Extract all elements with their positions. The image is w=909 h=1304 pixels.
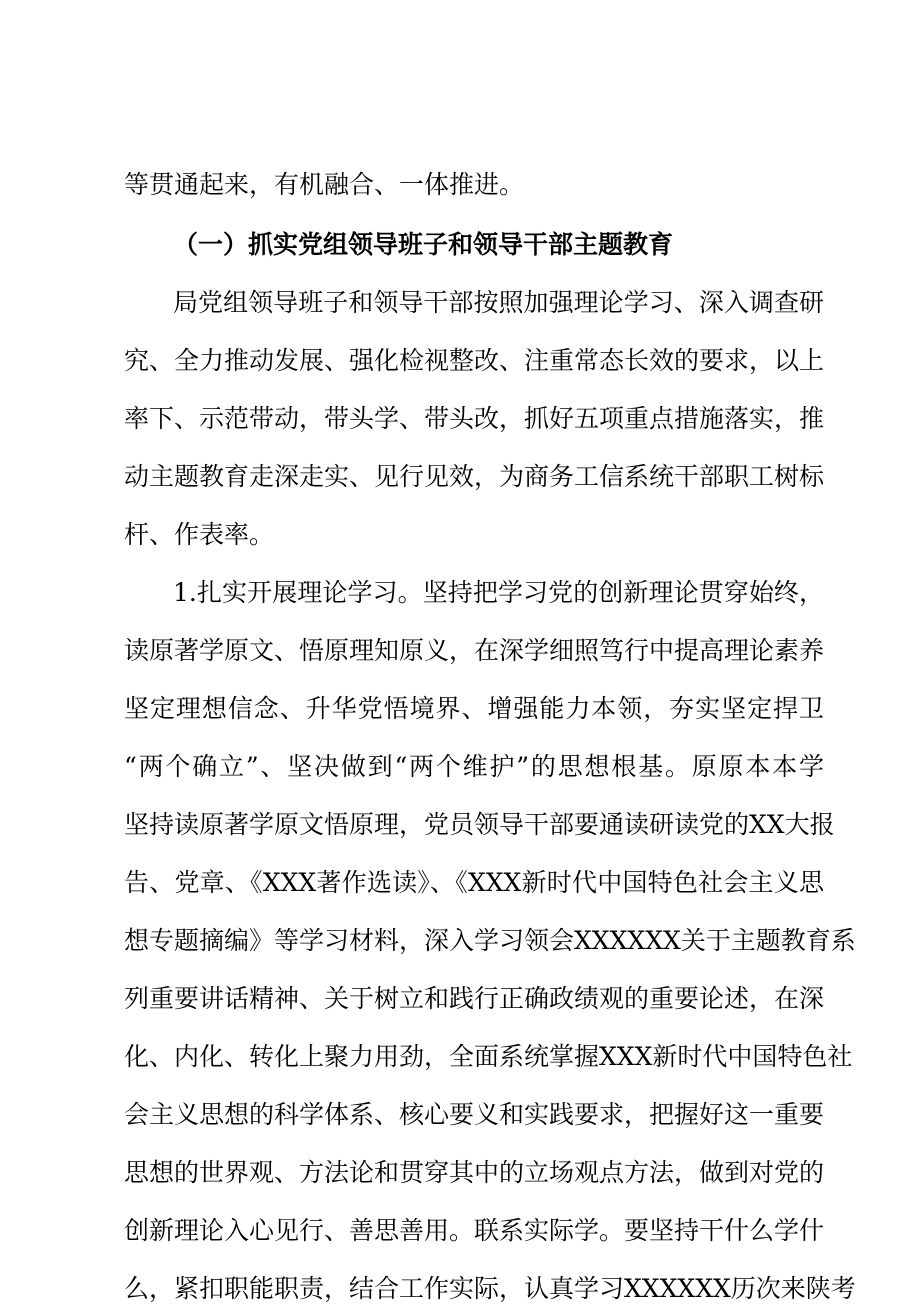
paragraph-line: 坚定理想信念、升华党悟境界、增强能力本领，夯实坚定捍卫 xyxy=(124,694,824,723)
paragraph-line: “两个确立”、坚决做到“两个维护”的思想根基。原原本本学 xyxy=(124,752,824,781)
paragraph-line: 会主义思想的科学体系、核心要义和实践要求，把握好这一重要 xyxy=(124,1100,825,1129)
paragraph-line: 创新理论入心见行、善思善用。联系实际学。要坚持干什么学什 xyxy=(124,1216,825,1245)
paragraph-line: 想专题摘编》等学习材料，深入学习领会XXXXXX关于主题教育系 xyxy=(124,926,856,955)
paragraph-line: 读原著学原文、悟原理知原义，在深学细照笃行中提高理论素养 xyxy=(124,636,825,665)
paragraph-line: 化、内化、转化上聚力用劲，全面系统掌握XXX新时代中国特色社 xyxy=(124,1042,853,1071)
paragraph-line: 率下、示范带动，带头学、带头改，抓好五项重点措施落实，推 xyxy=(124,404,825,433)
paragraph-line: 杆、作表率。 xyxy=(124,520,275,549)
section-heading: （一）抓实党组领导班子和领导干部主题教育 xyxy=(173,230,674,259)
paragraph-line: 坚持读原著学原文悟原理，党员领导干部要通读研读党的XX大报 xyxy=(124,810,835,839)
paragraph-line: 告、党章、《XXX著作选读》、《XXX新时代中国特色社会主义思 xyxy=(124,868,824,897)
text-line-continuation: 等贯通起来，有机融合、一体推进。 xyxy=(124,170,525,199)
paragraph-line: 列重要讲话精神、关于树立和践行正确政绩观的重要论述，在深 xyxy=(124,984,825,1013)
paragraph-line: 究、全力推动发展、强化检视整改、注重常态长效的要求，以上 xyxy=(124,346,825,375)
paragraph-line: 局党组领导班子和领导干部按照加强理论学习、深入调查研 xyxy=(173,288,824,317)
numbered-item-line: 1.扎实开展理论学习。坚持把学习党的创新理论贯穿始终， xyxy=(173,578,824,607)
paragraph-line: 么，紧扣职能职责，结合工作实际，认真学习XXXXXX历次来陕考 xyxy=(124,1274,856,1303)
paragraph-line: 思想的世界观、方法论和贯穿其中的立场观点方法，做到对党的 xyxy=(124,1158,825,1187)
paragraph-line: 动主题教育走深走实、见行见效，为商务工信系统干部职工树标 xyxy=(124,462,825,491)
